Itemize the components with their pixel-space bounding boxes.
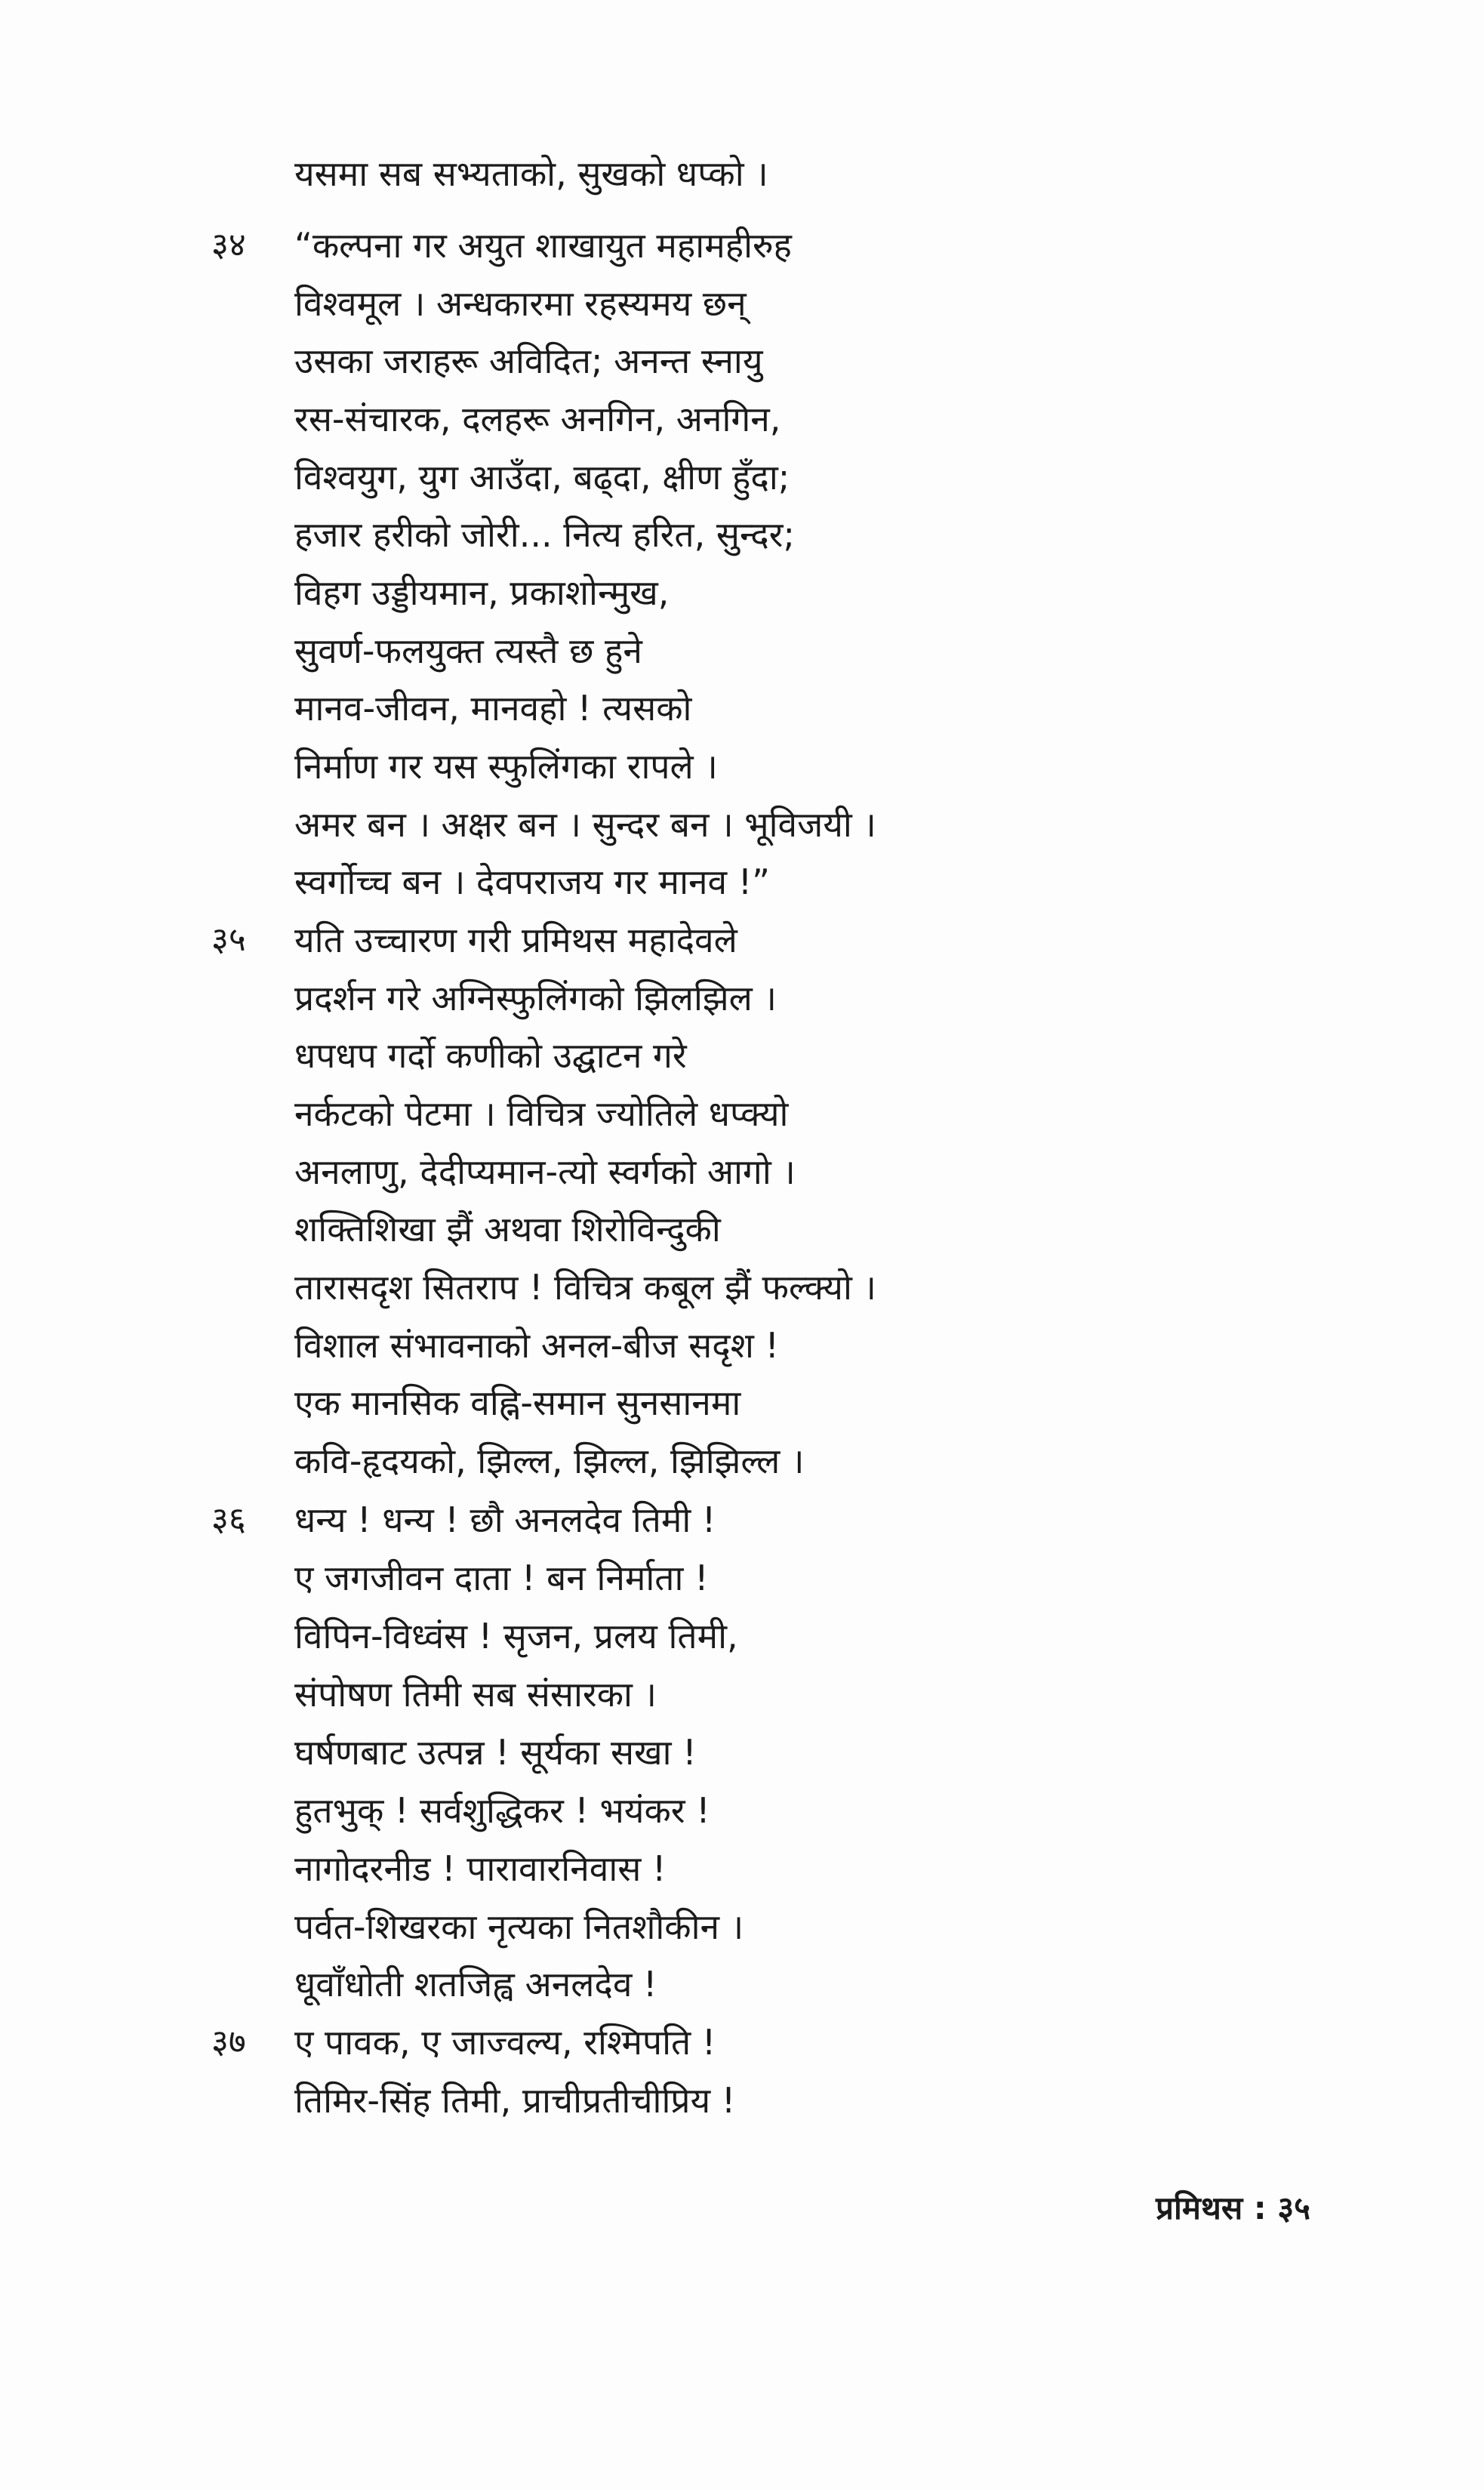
poem-line: संपोषण तिमी सब संसारका । <box>294 1674 657 1715</box>
verse-number: ३६ <box>211 1500 246 1539</box>
poem-line: घर्षणबाट उत्पन्न ! सूर्यका सखा ! <box>294 1732 697 1773</box>
poem-line: ए पावक, ए जाज्वल्य, रश्मिपति ! <box>294 2022 716 2063</box>
verse-number: ३७ <box>211 2023 246 2061</box>
poem-line: विश्वयुग, युग आउँदा, बढ्दा, क्षीण हुँदा; <box>294 457 790 498</box>
poem-line: अमर बन । अक्षर बन । सुन्दर बन । भूविजयी । <box>294 804 876 845</box>
poem-line: हजार हरीको जोरी... नित्य हरित, सुन्दर; <box>294 514 795 555</box>
poem-line: मानव-जीवन, मानवहो ! त्यसको <box>294 688 692 729</box>
poem-line: धपधप गर्दो कणीको उद्घाटन गरे <box>294 1035 687 1076</box>
verse-number: ३५ <box>211 920 246 959</box>
poem-line: सुवर्ण-फलयुक्त त्यस्तै छ हुने <box>294 630 642 671</box>
poem-line: पर्वत-शिखरका नृत्यका नितशौकीन । <box>294 1906 744 1947</box>
poem-line: अनलाणु, देदीप्यमान-त्यो स्वर्गको आगो । <box>294 1151 796 1192</box>
poem-line: विशाल संभावनाको अनल-बीज सदृश ! <box>294 1325 779 1366</box>
poem-line: शक्तिशिखा झैं अथवा शिरोविन्दुकी <box>294 1209 721 1250</box>
poem-line: धूवाँधोती शतजिह्व अनलदेव ! <box>294 1964 657 2005</box>
poem-line: यसमा सब सभ्यताको, सुखको धप्को । <box>294 153 768 194</box>
poem-line: हुतभुक् ! सर्वशुद्धिकर ! भयंकर ! <box>294 1790 710 1831</box>
poem-line: धन्य ! धन्य ! छौ अनलदेव तिमी ! <box>294 1499 716 1540</box>
poem-line: यति उच्चारण गरी प्रमिथस महादेवले <box>294 920 737 960</box>
poem-line: रस-संचारक, दलहरू अनगिन, अनगिन, <box>294 399 781 439</box>
poem-line: उसका जराहरू अविदित; अनन्त स्नायु <box>294 341 763 381</box>
poem-line: निर्माण गर यस स्फुलिंगका रापले । <box>294 746 718 787</box>
poem-line: कवि-हृदयको, झिल्ल, झिल्ल, झिझिल्ल । <box>294 1441 805 1481</box>
poem-line: एक मानसिक वह्नि-समान सुनसानमा <box>294 1382 741 1423</box>
poem-line: तारासदृश सितराप ! विचित्र कबूल झैं फल्क्यो । <box>294 1267 876 1308</box>
poem-line: विश्वमूल । अन्धकारमा रहस्यमय छन् <box>294 283 747 324</box>
poem-line: विपिन-विध्वंस ! सृजन, प्रलय तिमी, <box>294 1616 738 1656</box>
page-footer: प्रमिथस : ३५ <box>1156 2190 1310 2227</box>
poem-line: प्रदर्शन गरे अग्निस्फुलिंगको झिलझिल । <box>294 978 777 1018</box>
poem-line: “कल्पना गर अयुत शाखायुत महामहीरुह <box>294 225 792 266</box>
poem-line: नागोदरनीड ! पारावारनिवास ! <box>294 1848 667 1889</box>
poem-line: तिमिर-सिंह तिमी, प्राचीप्रतीचीप्रिय ! <box>294 2080 736 2121</box>
poem-line: ए जगजीवन दाता ! बन निर्माता ! <box>294 1558 709 1598</box>
verse-number: ३४ <box>211 226 246 264</box>
poem-line: विहग उड्डीयमान, प्रकाशोन्मुख, <box>294 572 670 613</box>
poem-line: स्वर्गोच्च बन । देवपराजय गर मानव !” <box>294 861 770 902</box>
poem-line: नर्कटको पेटमा । विचित्र ज्योतिले धप्क्यो <box>294 1093 789 1134</box>
